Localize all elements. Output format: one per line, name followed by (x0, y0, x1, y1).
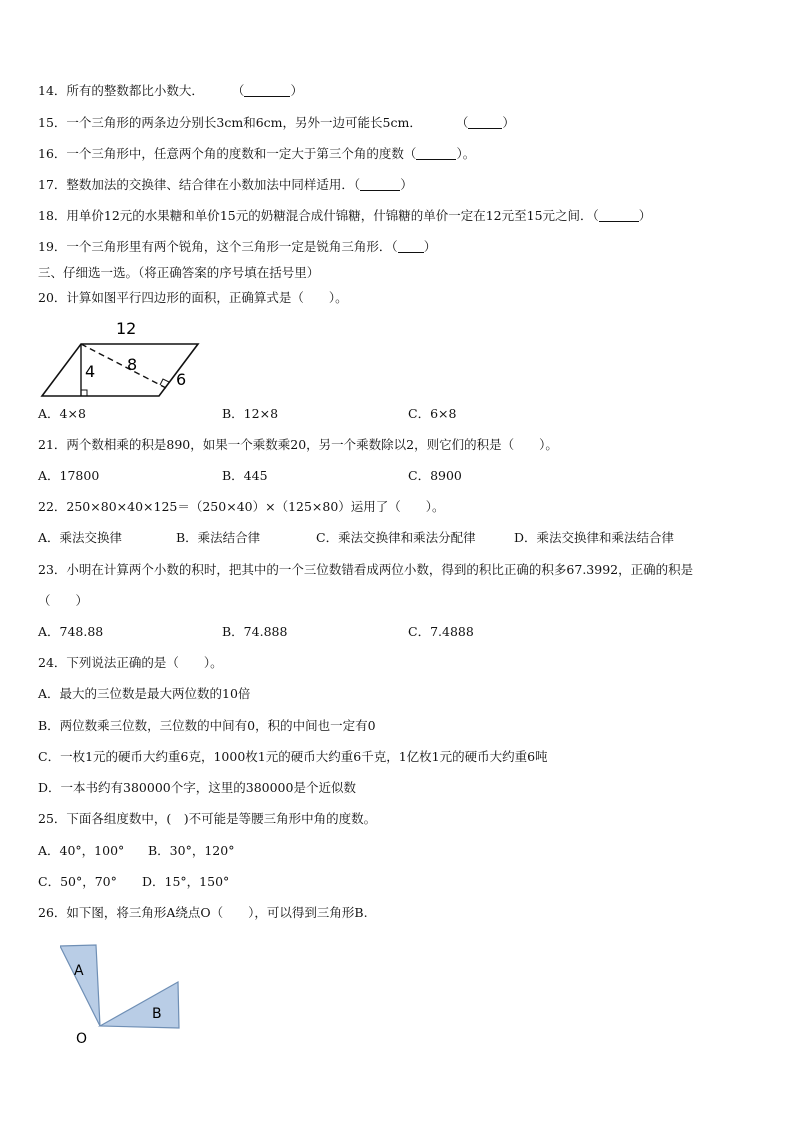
q21-option-b[interactable]: B．445 (222, 468, 268, 483)
question-19: 19．一个三角形里有两个锐角，这个三角形一定是锐角三角形．（ ） (38, 239, 437, 254)
answer-blank[interactable] (599, 209, 639, 222)
q23-option-a[interactable]: A．748.88 (38, 624, 104, 639)
question-17: 17．整数加法的交换律、结合律在小数加法中同样适用．（ ） (38, 177, 413, 192)
q21-option-c[interactable]: C．8900 (408, 468, 462, 483)
label-b: B (152, 1006, 162, 1022)
label-4: 4 (85, 362, 96, 381)
q25-option-a[interactable]: A．40°，100° (38, 843, 125, 858)
answer-blank[interactable] (360, 178, 400, 191)
q20-option-b[interactable]: B．12×8 (222, 406, 279, 421)
question-22-stem: 22．250×80×40×125＝（250×40）×（125×80）运用了（ ）。 (38, 499, 445, 514)
q21-option-a[interactable]: A．17800 (38, 468, 100, 483)
question-18: 18．用单价12元的水果糖和单价15元的奶糖混合成什锦糖，什锦糖的单价一定在12元至15元之间．（ ） (38, 208, 652, 223)
label-a: A (74, 963, 84, 979)
q23-option-c[interactable]: C．7.4888 (408, 624, 474, 639)
question-15: 15．一个三角形的两条边分别长3cm和6cm，另外一边可能长5cm． （ ） (38, 115, 515, 130)
q24-option-a[interactable]: A．最大的三位数是最大两位数的10倍 (38, 686, 251, 701)
label-o: O (76, 1031, 88, 1047)
right-angle-mark (81, 390, 87, 396)
q25-option-c[interactable]: C．50°，70° (38, 874, 117, 889)
triangle-a (60, 945, 100, 1026)
q22-option-b[interactable]: B．乘法结合律 (176, 530, 261, 545)
parallelogram-figure (36, 318, 206, 400)
q25-option-d[interactable]: D．15°，150° (142, 874, 230, 889)
q24-option-b[interactable]: B．两位数乘三位数，三位数的中间有0，积的中间也一定有0 (38, 718, 376, 733)
question-20-stem: 20．计算如图平行四边形的面积，正确算式是（ ）。 (38, 290, 348, 305)
label-6: 6 (176, 370, 187, 389)
answer-blank[interactable] (416, 147, 456, 160)
q22-option-a[interactable]: A．乘法交换律 (38, 530, 123, 545)
label-8: 8 (127, 355, 138, 374)
q23-option-b[interactable]: B．74.888 (222, 624, 288, 639)
question-23-stem-cont: （ ） (38, 593, 89, 608)
question-26-stem: 26．如下图，将三角形A绕点O（ ），可以得到三角形B. (38, 905, 368, 920)
answer-blank[interactable] (468, 116, 502, 129)
answer-blank[interactable] (244, 84, 290, 97)
label-12: 12 (116, 319, 137, 338)
question-14: 14．所有的整数都比小数大． （ ） (38, 83, 303, 98)
parallelogram-shape (42, 344, 198, 396)
q22-option-d[interactable]: D．乘法交换律和乘法结合律 (514, 530, 675, 545)
q24-option-c[interactable]: C．一枚1元的硬币大约重6克，1000枚1元的硬币大约重6千克，1亿枚1元的硬币大约重6吨 (38, 749, 548, 764)
rotation-figure (60, 938, 190, 1050)
q20-option-a[interactable]: A．4×8 (38, 406, 86, 421)
question-23-stem: 23．小明在计算两个小数的积时，把其中的一个三位数错看成两位小数，得到的积比正确的积多67.3992，正确的积是 (38, 562, 694, 577)
question-21-stem: 21．两个数相乘的积是890，如果一个乘数乘20，另一个乘数除以2，则它们的积是（ ）。 (38, 437, 558, 452)
q22-option-c[interactable]: C．乘法交换律和乘法分配律 (316, 530, 476, 545)
q25-option-b[interactable]: B．30°，120° (148, 843, 235, 858)
triangle-b (100, 982, 179, 1028)
q24-option-d[interactable]: D．一本书约有380000个字，这里的380000是个近似数 (38, 780, 356, 795)
question-25-stem: 25．下面各组度数中，( )不可能是等腰三角形中角的度数。 (38, 811, 377, 826)
answer-blank[interactable] (398, 240, 424, 253)
section-heading: 三、仔细选一选。（将正确答案的序号填在括号里） (38, 265, 320, 280)
question-16: 16．一个三角形中，任意两个角的度数和一定大于第三个角的度数（ ）。 (38, 146, 476, 161)
q20-option-c[interactable]: C．6×8 (408, 406, 457, 421)
question-24-stem: 24．下列说法正确的是（ ）。 (38, 655, 223, 670)
